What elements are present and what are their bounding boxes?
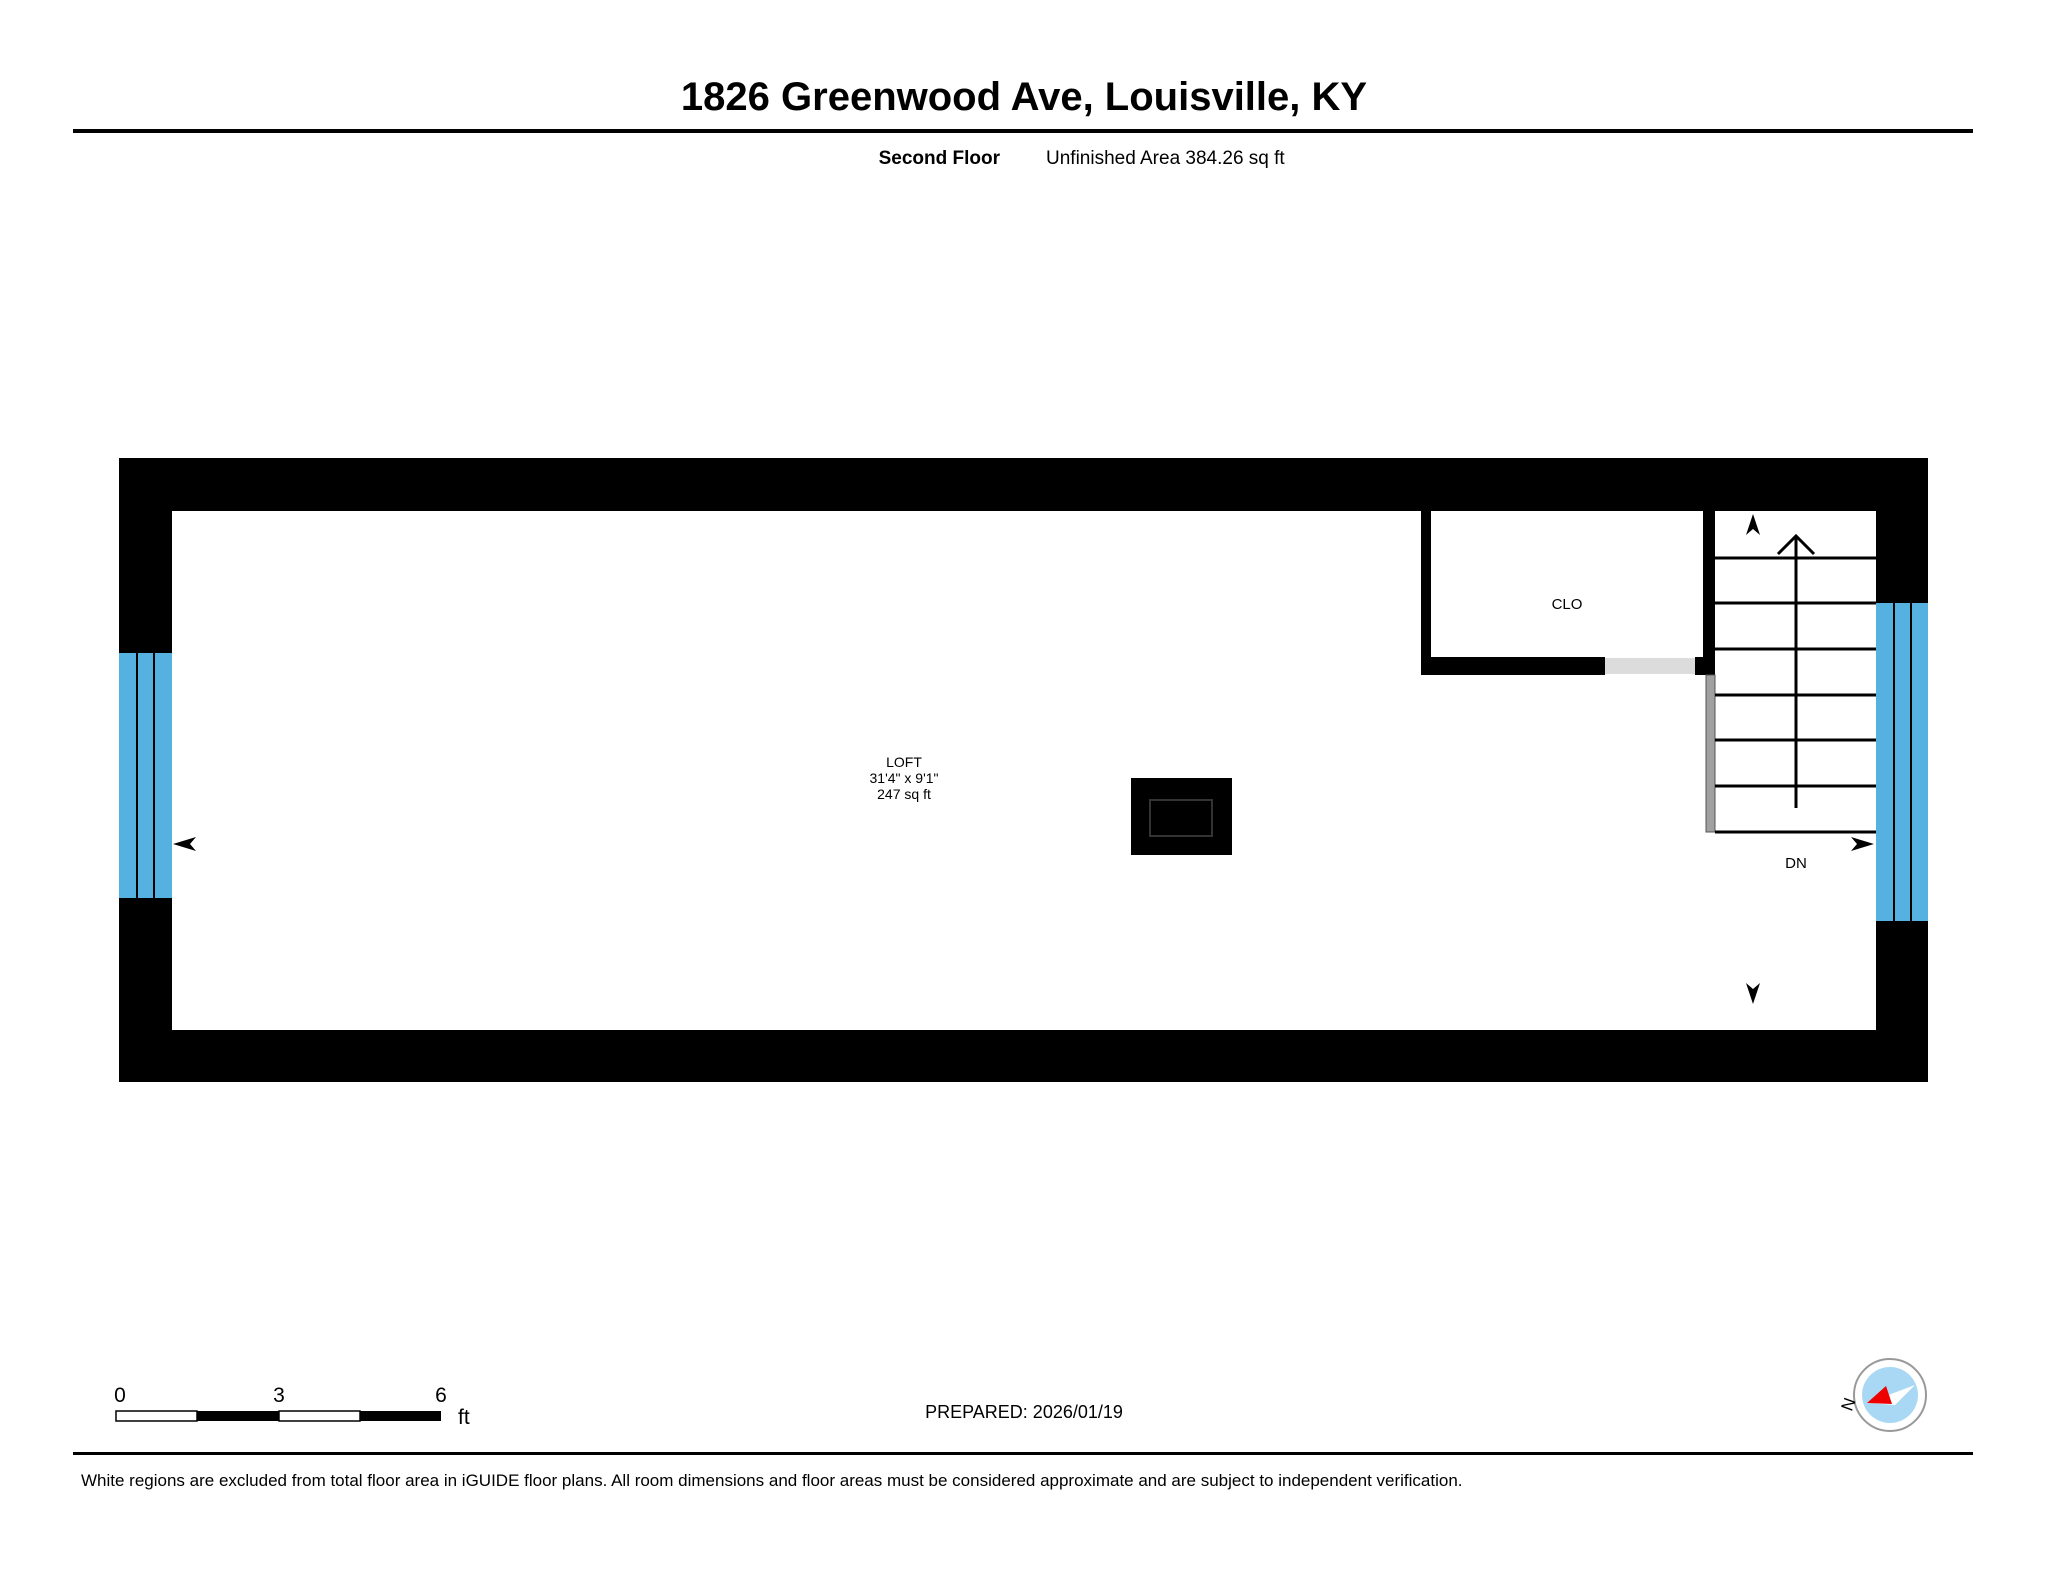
view-marker-left-icon <box>173 837 196 851</box>
loft-dimensions: 31'4" x 9'1" <box>869 770 939 786</box>
chimney <box>1131 778 1232 855</box>
footer-rule <box>73 1452 1973 1455</box>
stair-railing <box>1706 675 1715 832</box>
closet-door <box>1605 658 1695 674</box>
scale-label-0: 0 <box>114 1384 126 1407</box>
scale-bar <box>114 1384 470 1429</box>
scale-label-3: 3 <box>273 1384 285 1407</box>
page-title: 1826 Greenwood Ave, Louisville, KY <box>680 75 1368 119</box>
loft-area: 247 sq ft <box>877 786 931 802</box>
window-left <box>119 653 172 898</box>
loft-name: LOFT <box>886 754 922 770</box>
exterior-walls <box>119 458 1928 1082</box>
stairs-label: DN <box>1785 855 1807 872</box>
closet-walls <box>1421 511 1715 675</box>
view-marker-right-icon <box>1851 837 1874 851</box>
footer-disclaimer: White regions are excluded from total floor area in iGUIDE floor plans. All room dimensions and floor areas must be considered approximate and are subject to independent verification. <box>81 1471 1463 1490</box>
north-compass-icon <box>1838 1359 1926 1431</box>
prepared-date: PREPARED: 2026/01/19 <box>925 1402 1123 1422</box>
closet-label: CLO <box>1551 596 1583 613</box>
stair-direction-arrow-icon <box>1778 536 1814 808</box>
floor-name: Second Floor <box>878 148 1000 169</box>
view-marker-down-icon <box>1746 983 1760 1004</box>
window-right <box>1876 603 1928 921</box>
area-summary: Unfinished Area 384.26 sq ft <box>1046 148 1285 169</box>
compass-north-label: N <box>1837 1395 1860 1414</box>
header-rule <box>73 129 1973 133</box>
scale-label-6: 6 <box>435 1384 447 1407</box>
scale-unit: ft <box>458 1406 470 1429</box>
view-marker-up-icon <box>1746 514 1760 535</box>
